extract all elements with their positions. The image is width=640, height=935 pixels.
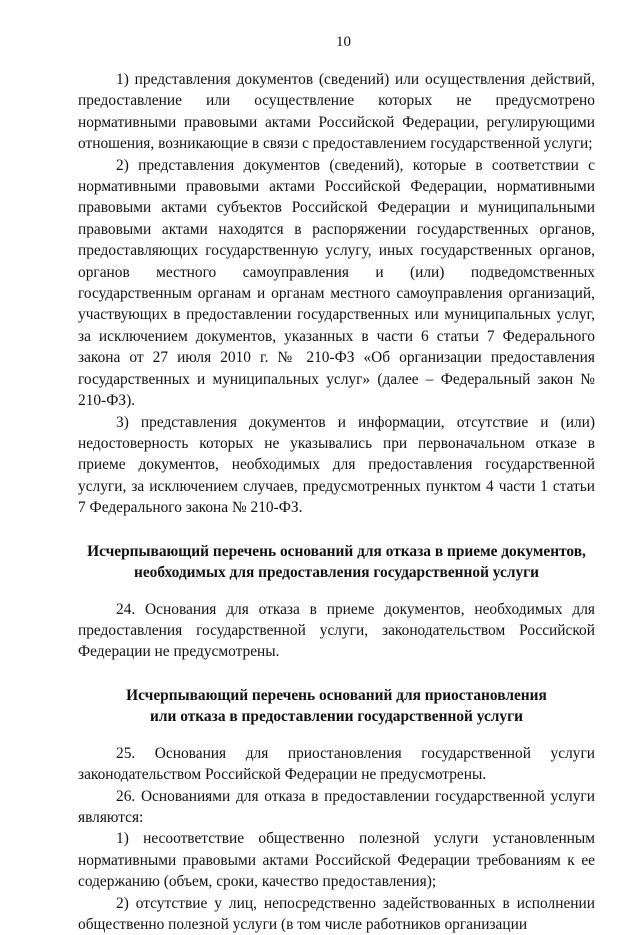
paragraph-26-item-2: 2) отсутствие у лиц, непосредственно задействованных в исполнении общественно полезной услуги (в том числе работников организации — [78, 894, 595, 933]
paragraph-item-2: 2) представления документов (сведений), которые в соответствии с нормативными правовыми актами Российской Федерации, нормативными правовыми актами субъектов Российской Федерации и муниципальными правовыми актами находятся в распоряжении государственных органов, предоставляющих государственную услугу, иных государственных органов, органов местного самоуправления и (или) подведомственных государственным органам и органам местного самоуправления организаций, участвующих в предоставлении государственных или муниципальных услуг, за исключением документов, указанных в части 6 статьи 7 Федерального закона от 27 июля 2010 г. № 210-ФЗ «Об организации предоставления государственных и муниципальных услуг» (далее – Федеральный закон № 210-ФЗ). — [78, 156, 595, 410]
paragraph-25: 25. Основания для приостановления государственной услуги законодательством Российской Федерации не предусмотрены. — [78, 744, 595, 784]
section-heading-line: Исчерпывающий перечень оснований для отказа в приеме документов, — [87, 542, 586, 560]
section-heading-line: Исчерпывающий перечень оснований для приостановления — [126, 686, 547, 704]
section-heading-line: необходимых для предоставления государственной услуги — [133, 563, 540, 581]
paragraph-item-1: 1) представления документов (сведений) или осуществления действий, предоставление или осуществление которых не предусмотрено нормативными правовыми актами Российской Федерации, регулирующими отношения, возникающие в связи с предоставлением государственной услуги; — [78, 71, 595, 153]
paragraph-26: 26. Основаниями для отказа в предоставлении государственной услуги являются: — [78, 787, 595, 826]
section-heading-refusal-documents — [78, 541, 595, 583]
page-number: 10 — [336, 34, 351, 50]
section-heading-suspension-refusal — [78, 685, 595, 727]
paragraph-26-item-1: 1) несоответствие общественно полезной услуги установленным нормативными правовыми актами Российской Федерации требованиям к ее содержанию (объем, сроки, качество предоставления); — [78, 830, 595, 891]
section-heading-line: или отказа в предоставлении государственной услуги — [150, 707, 523, 725]
paragraph-item-3: 3) представления документов и информации, отсутствие и (или) недостоверность которых не указывались при первоначальном отказе в приеме документов, необходимых для предоставления государственной услуги, за исключением случаев, предусмотренных пунктом 4 части 1 статьи 7 Федерального закона № 210-ФЗ. — [78, 413, 595, 517]
paragraph-24: 24. Основания для отказа в приеме документов, необходимых для предоставления государственной услуги, законодательством Российской Федерации не предусмотрены. — [78, 600, 595, 661]
